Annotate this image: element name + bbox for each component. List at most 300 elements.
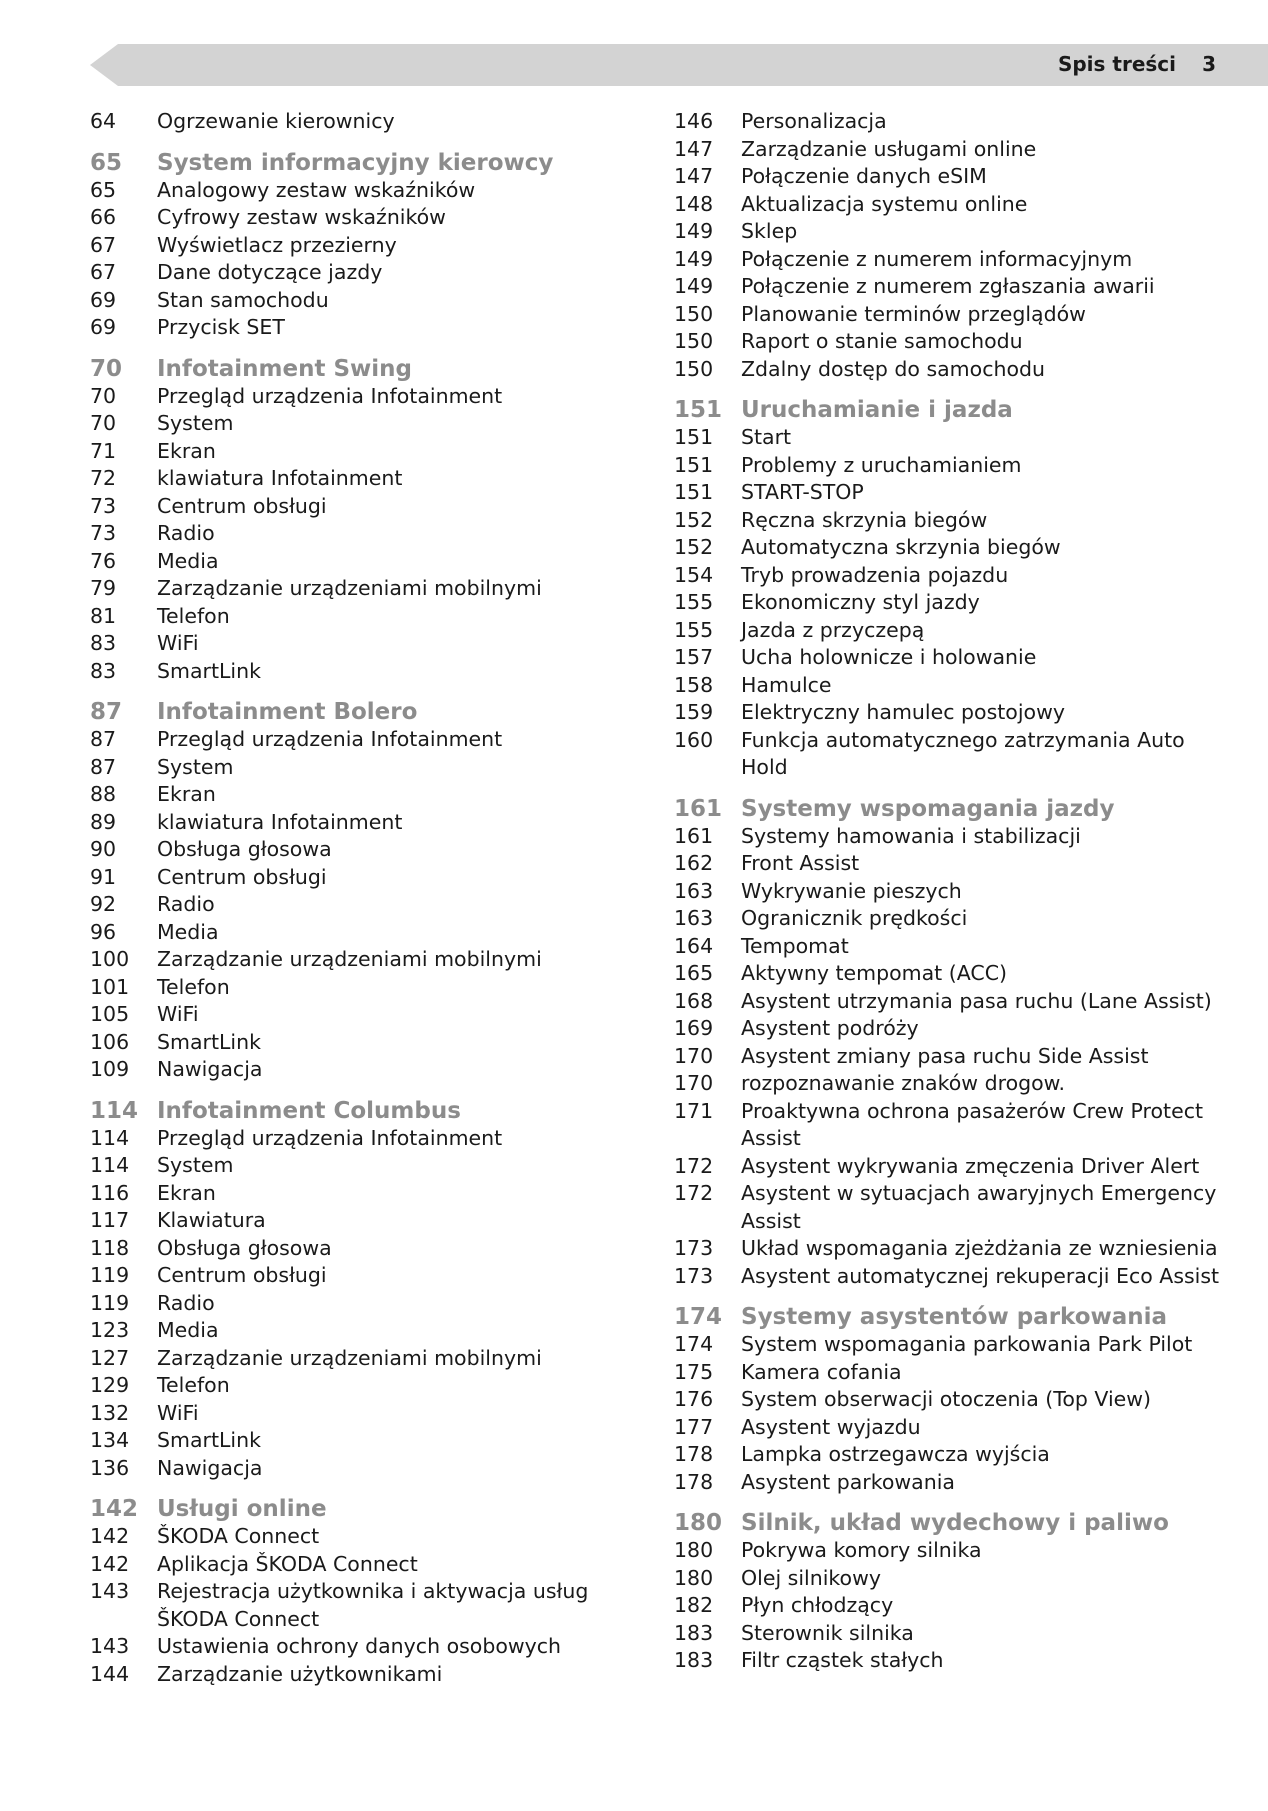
page-number: 3 [1202,52,1216,76]
toc-entry-title: Ogranicznik prędkości [741,906,968,930]
toc-entry[interactable] [90,204,630,232]
toc-entry[interactable] [674,988,1234,1016]
toc-entry[interactable] [674,1235,1234,1263]
toc-entry[interactable] [90,1633,630,1661]
toc-section-heading[interactable] [90,1097,630,1125]
toc-page-number: 163 [674,878,714,903]
toc-page-number: 142 [90,1551,130,1576]
toc-page-number: 169 [674,1016,714,1040]
toc-page-number: 149 [674,274,714,298]
toc-entry[interactable] [90,658,630,686]
toc-entry[interactable] [90,836,630,864]
toc-page-number: 170 [674,1043,714,1068]
toc-entry-title: Klawiatura [157,1208,266,1232]
toc-page-number: 159 [674,700,714,724]
toc-page-number: 173 [674,1263,714,1288]
toc-entry[interactable] [90,575,630,603]
toc-page-number: 168 [674,988,714,1013]
toc-page-number: 154 [674,562,714,587]
toc-entry[interactable] [674,878,1234,906]
toc-entry-title: Lampka ostrzegawcza wyjścia [741,1442,1050,1466]
toc-entry[interactable] [90,1207,630,1235]
toc-page-number: 79 [90,576,117,600]
toc-entry-title: Radio [157,521,215,545]
toc-page-number: 81 [90,603,117,628]
toc-entry[interactable] [90,177,630,205]
toc-section-heading[interactable] [674,795,1234,823]
toc-entry-title: Uruchamianie i jazda [741,397,1013,423]
toc-entry-title: Centrum obsługi [157,864,327,889]
toc-entry-title: Tempomat [741,933,849,958]
toc-entry[interactable] [90,383,630,411]
toc-page-number: 119 [90,1263,130,1287]
toc-entry-title: Zdalny dostęp do samochodu [741,356,1046,381]
toc-entry-title: Media [157,919,219,944]
toc-entry-title: Aktualizacja systemu online [741,191,1028,216]
toc-entry-title: Płyn chłodzący [741,1593,894,1617]
toc-entry[interactable] [674,191,1234,219]
toc-page-number: 71 [90,438,117,463]
toc-entry-title: Systemy hamowania i stabilizacji [741,823,1081,848]
toc-entry-title: Media [157,1318,219,1342]
toc-entry[interactable] [90,754,630,782]
toc-page-number: 149 [674,219,714,243]
toc-page-number: 149 [674,246,714,271]
toc-entry[interactable] [674,589,1234,617]
toc-entry-title: System informacyjny kierowcy [157,149,554,176]
toc-entry-title: System obserwacji otoczenia (Top View) [741,1387,1152,1411]
toc-page-number: 143 [90,1579,130,1603]
toc-entry[interactable] [674,850,1234,878]
toc-entry[interactable] [674,1647,1234,1675]
toc-section-heading[interactable] [674,1303,1234,1331]
toc-entry-title: Obsługa głosowa [157,837,332,861]
toc-page-number: 175 [674,1359,714,1384]
toc-page-number: 183 [674,1620,714,1645]
toc-left-column [90,108,630,1688]
toc-entry[interactable] [674,507,1234,535]
toc-page-number: 119 [90,1290,130,1315]
toc-entry-title: Połączenie z numerem informacyjnym [741,246,1133,271]
toc-page-number: 69 [90,315,117,339]
toc-entry-title: Nawigacja [157,1057,263,1081]
toc-entry[interactable] [674,1469,1234,1497]
toc-entry-title: Ekran [157,782,216,806]
toc-entry-title: Telefon [157,603,230,628]
toc-entry[interactable] [90,864,630,892]
toc-entry[interactable] [90,726,630,754]
toc-page-number: 92 [90,892,117,916]
toc-entry-title: Asystent podróży [741,1016,919,1040]
toc-page-number: 114 [90,1153,130,1177]
toc-page-number: 174 [674,1332,714,1356]
toc-entry[interactable] [90,314,630,342]
toc-section-heading[interactable] [90,149,630,177]
toc-section-heading[interactable] [90,698,630,726]
toc-entry-title: rozpoznawanie znaków drogow. [741,1071,1066,1095]
toc-entry[interactable] [674,273,1234,301]
toc-entry-title: WiFi [157,631,199,655]
toc-entry-title: Przegląd urządzenia Infotainment [157,383,503,408]
toc-page-number: 76 [90,548,117,573]
toc-page-number: 170 [674,1071,714,1095]
toc-entry-title: Radio [157,892,215,916]
toc-entry-title: WiFi [157,1002,199,1026]
toc-entry[interactable] [674,163,1234,191]
toc-page-number: 90 [90,837,117,861]
toc-entry-title: Sklep [741,219,798,243]
toc-entry-title: Jazda z przyczepą [741,617,925,642]
toc-entry[interactable] [674,699,1234,727]
toc-entry-title: Asystent w sytuacjach awaryjnych Emergency Assist [741,1181,1217,1233]
toc-entry-title: Przycisk SET [157,315,285,339]
toc-entry[interactable] [90,1372,630,1400]
toc-entry[interactable] [90,630,630,658]
toc-page-number: 172 [674,1181,714,1205]
toc-entry[interactable] [674,136,1234,164]
toc-page-number: 73 [90,493,117,518]
toc-entry[interactable] [90,1001,630,1029]
toc-page-number: 70 [90,383,117,408]
toc-entry[interactable] [90,1661,630,1689]
toc-page-number: 164 [674,933,714,958]
toc-entry-title: Funkcja automatycznego zatrzymania Auto Hold [741,727,1185,779]
toc-entry[interactable] [90,287,630,315]
toc-page-number: 158 [674,672,714,697]
toc-entry[interactable] [674,823,1234,851]
toc-entry-title: Pokrywa komory silnika [741,1538,982,1562]
toc-entry[interactable] [90,1523,630,1551]
toc-page-number: 151 [674,425,714,449]
toc-page-number: 67 [90,260,117,284]
toc-entry-title: Stan samochodu [157,287,329,312]
toc-entry[interactable] [674,1441,1234,1469]
toc-entry-title: Asystent wyjazdu [741,1414,921,1439]
toc-entry[interactable] [674,672,1234,700]
toc-entry-title: System [157,1153,234,1177]
toc-entry[interactable] [674,905,1234,933]
toc-section-heading[interactable] [674,1509,1234,1537]
toc-entry-title: Infotainment Columbus [157,1097,461,1124]
toc-entry[interactable] [674,1043,1234,1071]
toc-page-number: 157 [674,645,714,669]
toc-entry[interactable] [674,1180,1234,1235]
toc-entry-title: Olej silnikowy [741,1565,881,1590]
toc-entry-title: SmartLink [157,1428,261,1452]
toc-page-number: 144 [90,1661,130,1686]
toc-entry-title: Ekran [157,1180,216,1205]
toc-entry[interactable] [90,438,630,466]
toc-entry[interactable] [90,1056,630,1084]
toc-entry[interactable] [90,108,630,136]
toc-entry[interactable] [674,1070,1234,1098]
toc-page-number: 161 [674,795,723,822]
toc-entry[interactable] [674,644,1234,672]
toc-entry[interactable] [674,1620,1234,1648]
toc-entry-title: Start [741,425,792,449]
toc-page-number: 83 [90,658,117,683]
toc-entry-title: Tryb prowadzenia pojazdu [741,562,1009,587]
toc-entry-title: Filtr cząstek stałych [741,1648,944,1672]
toc-entry[interactable] [674,452,1234,480]
toc-page-number: 180 [674,1565,714,1590]
toc-entry[interactable] [90,548,630,576]
toc-page-number: 129 [90,1373,130,1397]
toc-entry[interactable] [90,946,630,974]
toc-entry[interactable] [674,1331,1234,1359]
toc-page-number: 146 [674,109,714,133]
toc-page-number: 70 [90,355,123,382]
toc-page-number: 160 [674,727,714,752]
toc-entry-title: Rejestracja użytkownika i aktywacja usług ŠKODA Connect [157,1579,589,1631]
toc-page-number: 178 [674,1442,714,1466]
toc-page-number: 87 [90,727,117,751]
toc-entry-title: klawiatura Infotainment [157,466,403,490]
toc-entry[interactable] [674,1263,1234,1291]
toc-entry-title: START-STOP [741,480,864,504]
toc-section-heading[interactable] [674,396,1234,424]
toc-page-number: 183 [674,1648,714,1672]
toc-entry-title: Media [157,548,219,573]
toc-page-number: 96 [90,919,117,944]
toc-page-number: 127 [90,1345,130,1370]
toc-entry-title: Asystent utrzymania pasa ruchu (Lane Assist) [741,988,1212,1013]
toc-entry[interactable] [674,1015,1234,1043]
toc-entry[interactable] [90,232,630,260]
toc-entry-title: Raport o stanie samochodu [741,329,1023,353]
toc-entry[interactable] [674,1537,1234,1565]
toc-entry-title: Zarządzanie urządzeniami mobilnymi [157,576,542,600]
toc-entry-title: Obsługa głosowa [157,1235,332,1260]
toc-page-number: 177 [674,1414,714,1439]
toc-page-number: 147 [674,136,714,161]
toc-page-number: 155 [674,617,714,642]
toc-entry[interactable] [90,891,630,919]
toc-page-number: 172 [674,1153,714,1178]
toc-page-number: 106 [90,1029,130,1054]
toc-page-number: 147 [674,164,714,188]
toc-page-number: 91 [90,864,117,889]
toc-entry-title: Problemy z uruchamianiem [741,452,1022,477]
toc-entry-title: Zarządzanie urządzeniami mobilnymi [157,947,542,971]
toc-entry[interactable] [674,1565,1234,1593]
toc-entry[interactable] [90,781,630,809]
toc-entry[interactable] [90,1235,630,1263]
toc-entry-title: Systemy wspomagania jazdy [741,795,1115,822]
toc-entry[interactable] [90,1029,630,1057]
toc-entry-title: Sterownik silnika [741,1620,914,1645]
toc-entry[interactable] [674,727,1234,782]
toc-page-number: 65 [90,149,123,176]
toc-page-number: 173 [674,1236,714,1260]
toc-entry-title: Dane dotyczące jazdy [157,260,383,284]
toc-page-number: 105 [90,1002,130,1026]
toc-entry[interactable] [674,108,1234,136]
toc-entry[interactable] [90,1455,630,1483]
toc-page-number: 176 [674,1387,714,1411]
toc-entry-title: Usługi online [157,1496,327,1522]
toc-entry-title: ŠKODA Connect [157,1524,320,1548]
toc-entry-title: Systemy asystentów parkowania [741,1304,1168,1330]
toc-page-number: 178 [674,1469,714,1494]
toc-entry[interactable] [674,1153,1234,1181]
toc-entry[interactable] [90,1427,630,1455]
toc-entry-title: Połączenie danych eSIM [741,164,987,188]
toc-page-number: 114 [90,1125,130,1150]
toc-entry[interactable] [674,218,1234,246]
toc-entry[interactable] [674,1098,1234,1153]
toc-entry-title: WiFi [157,1400,199,1425]
toc-entry[interactable] [90,493,630,521]
toc-page-number: 134 [90,1428,130,1452]
toc-entry-title: Infotainment Bolero [157,699,418,725]
toc-entry-title: Przegląd urządzenia Infotainment [157,727,503,751]
toc-entry-title: SmartLink [157,1029,261,1054]
toc-page-number: 150 [674,329,714,353]
toc-entry[interactable] [674,562,1234,590]
toc-page-number: 165 [674,961,714,985]
toc-page-number: 69 [90,287,117,312]
toc-page-number: 66 [90,205,117,229]
toc-entry-title: Silnik, układ wydechowy i paliwo [741,1510,1169,1536]
toc-page-number: 151 [674,452,714,477]
toc-entry[interactable] [674,617,1234,645]
toc-page-number: 100 [90,947,130,971]
toc-entry-title: Kamera cofania [741,1359,902,1384]
toc-entry[interactable] [90,809,630,837]
toc-page-number: 83 [90,631,117,655]
toc-entry[interactable] [674,328,1234,356]
toc-page-number: 118 [90,1235,130,1260]
toc-entry[interactable] [90,1345,630,1373]
toc-entry[interactable] [90,1152,630,1180]
toc-page-number: 136 [90,1455,130,1480]
toc-entry[interactable] [674,301,1234,329]
toc-page-number: 65 [90,177,117,202]
toc-page-number: 70 [90,411,117,435]
toc-entry[interactable] [674,1359,1234,1387]
toc-entry[interactable] [90,259,630,287]
toc-entry[interactable] [674,424,1234,452]
toc-page-number: 152 [674,535,714,559]
toc-entry-title: Wykrywanie pieszych [741,878,962,903]
toc-entry-title: Zarządzanie urządzeniami mobilnymi [157,1345,542,1370]
toc-entry-title: Asystent wykrywania zmęczenia Driver Alert [741,1153,1200,1178]
toc-entry-title: Automatyczna skrzynia biegów [741,535,1061,559]
toc-page-number: 171 [674,1098,714,1123]
toc-entry[interactable] [674,1592,1234,1620]
toc-entry-title: Telefon [157,1373,230,1397]
toc-page-number: 162 [674,851,714,875]
toc-entry-title: Personalizacja [741,109,887,133]
toc-entry-title: Układ wspomagania zjeżdżania ze wzniesienia [741,1236,1218,1260]
toc-entry[interactable] [674,479,1234,507]
toc-entry[interactable] [90,465,630,493]
toc-entry-title: SmartLink [157,658,261,683]
toc-entry-title: Front Assist [741,851,860,875]
toc-section-heading[interactable] [90,355,630,383]
toc-entry[interactable] [90,1125,630,1153]
toc-page-number: 73 [90,521,117,545]
toc-entry-title: Przegląd urządzenia Infotainment [157,1125,503,1150]
toc-page-number: 109 [90,1057,130,1081]
toc-entry-title: Asystent parkowania [741,1469,955,1494]
toc-entry[interactable] [674,1414,1234,1442]
toc-entry-title: Ręczna skrzynia biegów [741,507,988,532]
toc-entry-title: Radio [157,1290,215,1315]
toc-page-number: 180 [674,1510,723,1536]
toc-entry[interactable] [674,246,1234,274]
toc-entry-title: Infotainment Swing [157,355,412,382]
toc-entry[interactable] [674,933,1234,961]
toc-page-number: 116 [90,1180,130,1205]
toc-entry[interactable] [90,1180,630,1208]
toc-page-number: 114 [90,1097,139,1124]
toc-entry-title: Planowanie terminów przeglądów [741,301,1086,326]
toc-page-number: 151 [674,480,714,504]
toc-entry[interactable] [674,960,1234,988]
toc-entry[interactable] [90,1578,630,1633]
toc-entry[interactable] [90,1400,630,1428]
toc-entry-title: Centrum obsługi [157,493,327,518]
toc-entry[interactable] [90,1290,630,1318]
toc-section-heading[interactable] [90,1495,630,1523]
toc-page-number: 132 [90,1400,130,1425]
toc-page-number: 150 [674,356,714,381]
toc-entry-title: Telefon [157,974,230,999]
toc-entry[interactable] [90,410,630,438]
toc-entry[interactable] [674,534,1234,562]
toc-entry-title: Centrum obsługi [157,1263,327,1287]
toc-entry[interactable] [674,1386,1234,1414]
toc-page-number: 142 [90,1524,130,1548]
toc-page-number: 182 [674,1593,714,1617]
toc-entry-title: Elektryczny hamulec postojowy [741,700,1065,724]
toc-entry-title: Asystent automatycznej rekuperacji Eco Assist [741,1263,1220,1288]
toc-entry-title: Zarządzanie usługami online [741,136,1037,161]
toc-entry[interactable] [90,974,630,1002]
toc-entry-title: Hamulce [741,672,832,697]
toc-entry[interactable] [90,1551,630,1579]
toc-page-number: 117 [90,1208,130,1232]
toc-entry-title: Ekran [157,438,216,463]
toc-page-number: 87 [90,754,117,779]
toc-entry-title: Ekonomiczny styl jazdy [741,590,980,614]
toc-entry[interactable] [674,356,1234,384]
toc-page-number: 101 [90,974,130,999]
toc-entry-title: System [157,411,234,435]
toc-page-number: 163 [674,906,714,930]
toc-page-number: 89 [90,809,117,834]
toc-entry[interactable] [90,1317,630,1345]
toc-entry[interactable] [90,603,630,631]
page-title: Spis treści [1057,52,1176,76]
toc-entry-title: Zarządzanie użytkownikami [157,1661,443,1686]
toc-page-number: 87 [90,699,123,725]
toc-page-number: 143 [90,1634,130,1658]
toc-entry-title: Asystent zmiany pasa ruchu Side Assist [741,1043,1149,1068]
toc-entry[interactable] [90,520,630,548]
toc-page-number: 64 [90,109,117,133]
toc-entry-title: Nawigacja [157,1455,263,1480]
toc-entry-title: Analogowy zestaw wskaźników [157,177,476,202]
toc-entry[interactable] [90,1262,630,1290]
toc-entry-title: System wspomagania parkowania Park Pilot [741,1332,1193,1356]
toc-entry[interactable] [90,919,630,947]
toc-page-number: 142 [90,1496,139,1522]
toc-entry-title: Wyświetlacz przezierny [157,232,397,257]
toc-page-number: 151 [674,397,723,423]
